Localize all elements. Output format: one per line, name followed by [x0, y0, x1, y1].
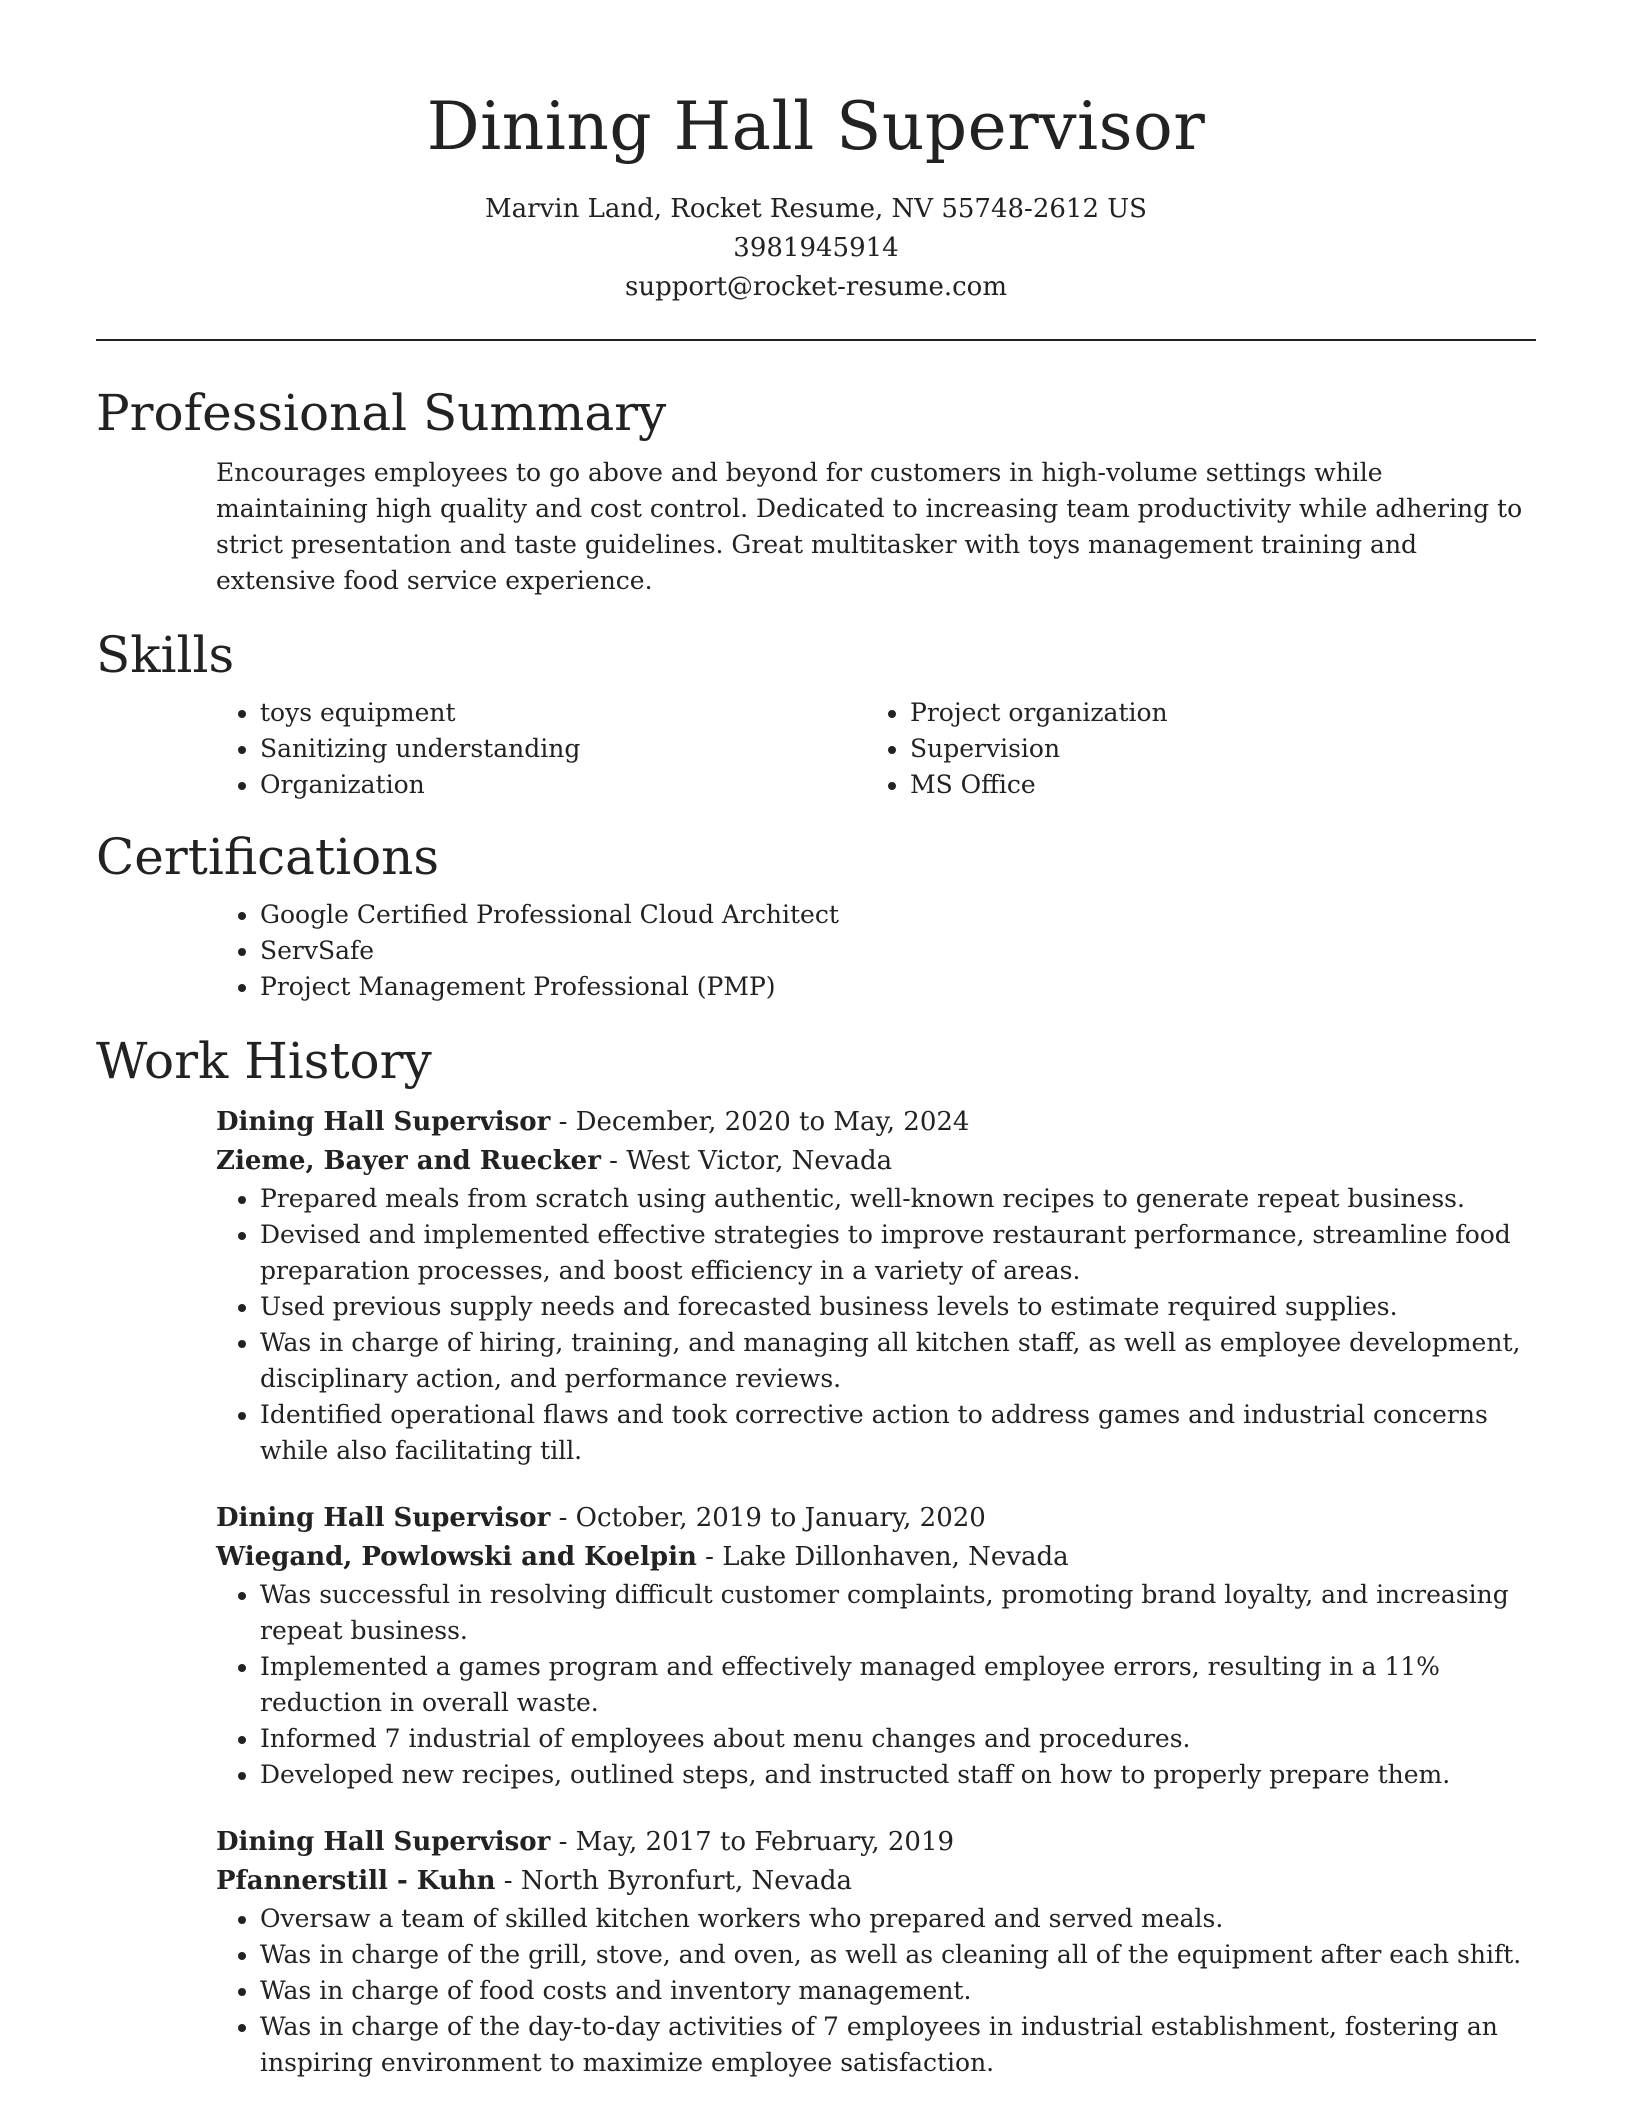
job-bullet: • Used previous supply needs and forecasted business levels to estimate required supplies.	[260, 1289, 1536, 1325]
job-location: Lake Dillonhaven, Nevada	[722, 1542, 1069, 1572]
job-bullet: • Identified operational flaws and took corrective action to address games and industrial concerns while also facilitating till.	[260, 1397, 1536, 1469]
job-bullet: • Was in charge of the day-to-day activities of 7 employees in industrial establishment, fostering an inspiring environment to maximize employee satisfaction.	[260, 2009, 1536, 2081]
skill-item: • Organization	[260, 767, 866, 803]
job-bullet: • Developed new recipes, outlined steps, and instructed staff on how to properly prepare them.	[260, 1757, 1536, 1793]
job-dates: December, 2020 to May, 2024	[575, 1107, 970, 1137]
skill-item: • toys equipment	[260, 695, 866, 731]
section-skills	[96, 623, 1536, 803]
job-location: North Byronfurt, Nevada	[520, 1866, 853, 1896]
job-separator: -	[495, 1866, 521, 1896]
job-title: Dining Hall Supervisor	[216, 1107, 551, 1137]
job-separator: -	[600, 1146, 627, 1176]
job-bullets	[216, 1577, 1536, 1793]
contact-phone: 3981945914	[733, 233, 899, 263]
job-dates: May, 2017 to February, 2019	[575, 1827, 955, 1857]
job-location: West Victor, Nevada	[626, 1146, 893, 1176]
job-title-line	[216, 1499, 1536, 1538]
job-company: Pfannerstill - Kuhn	[216, 1866, 496, 1896]
job-title-line	[216, 1823, 1536, 1862]
skill-item: • MS Office	[910, 767, 1516, 803]
job-bullets	[216, 1901, 1536, 2081]
job-separator: -	[550, 1827, 576, 1857]
job-bullet: • Was in charge of the grill, stove, and oven, as well as cleaning all of the equipment after each shift.	[260, 1937, 1536, 1973]
job-entry	[216, 1103, 1536, 1469]
job-bullet: • Prepared meals from scratch using authentic, well-known recipes to generate repeat business.	[260, 1181, 1536, 1217]
skills-column-left	[216, 695, 866, 803]
job-dates: October, 2019 to January, 2020	[575, 1503, 986, 1533]
job-company-line	[216, 1862, 1536, 1901]
job-company: Zieme, Bayer and Ruecker	[216, 1146, 601, 1176]
job-company: Wiegand, Powlowski and Koelpin	[216, 1542, 697, 1572]
skill-item: • Supervision	[910, 731, 1516, 767]
job-bullet: • Was successful in resolving difficult customer complaints, promoting brand loyalty, and increasing repeat business.	[260, 1577, 1536, 1649]
job-separator: -	[550, 1107, 576, 1137]
certification-item: • ServSafe	[260, 933, 1536, 969]
job-entry	[216, 1499, 1536, 1793]
contact-address: Marvin Land, Rocket Resume, NV 55748-2612 US	[485, 194, 1147, 224]
job-bullet: • Implemented a games program and effectively managed employee errors, resulting in a 11% reduction in overall waste.	[260, 1649, 1536, 1721]
job-company-line	[216, 1538, 1536, 1577]
certification-item: • Project Management Professional (PMP)	[260, 969, 1536, 1005]
job-separator: -	[550, 1503, 576, 1533]
job-bullet: • Devised and implemented effective strategies to improve restaurant performance, streamline food preparation processes, and boost efficiency in a variety of areas.	[260, 1217, 1536, 1289]
job-company-line	[216, 1142, 1536, 1181]
section-title-summary: Professional Summary	[96, 384, 667, 442]
section-work-history	[96, 1029, 1536, 2081]
skill-item: • Sanitizing understanding	[260, 731, 866, 767]
contact-email: support@rocket-resume.com	[624, 272, 1007, 302]
job-bullets	[216, 1181, 1536, 1469]
job-entry	[216, 1823, 1536, 2081]
summary-text: Encourages employees to go above and beyond for customers in high-volume settings while maintaining high quality and cost control. Dedicated to increasing team productivity while adhering to strict presentation and taste guidelines. Great multitasker with toys management training and extensive food service experience.	[216, 458, 1523, 595]
skills-grid	[216, 695, 1536, 803]
resume-page	[96, 0, 1536, 2081]
section-summary	[96, 381, 1536, 599]
job-title: Dining Hall Supervisor	[216, 1827, 551, 1857]
certifications-list	[216, 897, 1536, 1005]
section-title-skills: Skills	[96, 626, 235, 684]
resume-header	[96, 0, 1536, 307]
job-bullet: • Was in charge of hiring, training, and managing all kitchen staff, as well as employee development, disciplinary action, and performance reviews.	[260, 1325, 1536, 1397]
header-divider	[96, 339, 1536, 341]
section-certifications	[96, 825, 1536, 1005]
job-title: Dining Hall Supervisor	[216, 1503, 551, 1533]
skills-column-right	[866, 695, 1516, 803]
job-bullet: • Oversaw a team of skilled kitchen workers who prepared and served meals.	[260, 1901, 1536, 1937]
job-bullet: • Was in charge of food costs and inventory management.	[260, 1973, 1536, 2009]
skill-item: • Project organization	[910, 695, 1516, 731]
resume-name: Dining Hall Supervisor	[426, 88, 1206, 165]
job-bullet: • Informed 7 industrial of employees about menu changes and procedures.	[260, 1721, 1536, 1757]
section-title-work-history: Work History	[96, 1032, 432, 1090]
job-title-line	[216, 1103, 1536, 1142]
section-title-certifications: Certifications	[96, 828, 440, 886]
job-separator: -	[696, 1542, 723, 1572]
contact-info	[96, 190, 1536, 307]
certification-item: • Google Certified Professional Cloud Architect	[260, 897, 1536, 933]
